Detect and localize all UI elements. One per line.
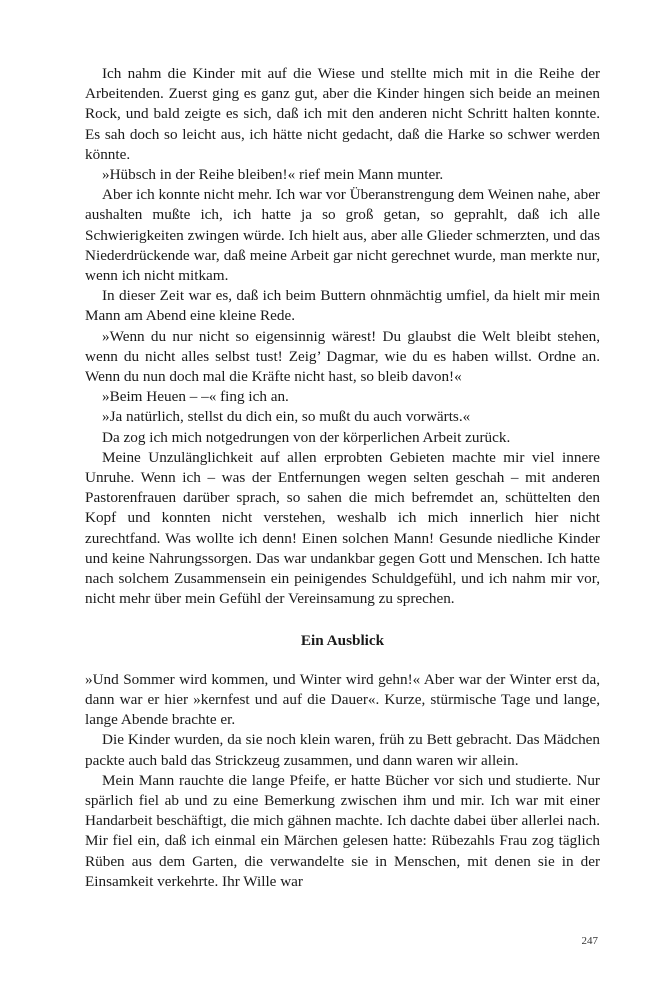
- page-number: 247: [581, 935, 598, 947]
- paragraph-9: Meine Unzulänglichkeit auf allen erprobten Gebieten machte mir viel innere Unruhe. Wenn ich – was der Entfernungen wegen selten geschah – mit anderen Pastorenfrauen darüber sprach, so sahen die mich befremdet an, schüttelten den Kopf und konnten nicht verstehen, weshalb ich mich innerlich hier nicht zurechtfand. Was wollte ich denn! Einen solchen Mann! Gesunde niedliche Kinder und keine Nahrungssorgen. Das war undankbar gegen Gott und Menschen. Ich hatte nach solchem Zusammensein ein peinigendes Schuldgefühl, und ich nahm mir vor, nicht mehr über mein Gefühl der Vereinsamung zu sprechen.: [85, 448, 600, 608]
- paragraph-5: »Wenn du nur nicht so eigensinnig wärest! Du glaubst die Welt bleibt stehen, wenn du nicht alles selbst tust! Zeig’ Dagmar, wie du es haben willst. Ordne an. Wenn du nun doch mal die Kräfte nicht hast, so bleib davon!«: [85, 327, 600, 386]
- paragraph-11: Die Kinder wurden, da sie noch klein waren, früh zu Bett gebracht. Das Mädchen packte auch bald das Strickzeug zusammen, und dann waren wir allein.: [85, 731, 600, 769]
- paragraph-1: Ich nahm die Kinder mit auf die Wiese und stellte mich mit in die Reihe der Arbeitenden. Zuerst ging es ganz gut, aber die Kinder hingen sich beide an meinen Rock, und bald zeigte es sich, daß ich mit den anderen nicht Schritt halten konnte. Es sah doch so leicht aus, ich hätte nicht gedacht, daß die Harke so schwer werden könnte.: [85, 65, 600, 163]
- section-heading: Ein Ausblick: [300, 632, 385, 650]
- paragraph-4: In dieser Zeit war es, daß ich beim Buttern ohnmächtig umfiel, da hielt mir mein Mann am Abend eine kleine Rede.: [85, 287, 600, 325]
- paragraph-6: »Beim Heuen – –« fing ich an.: [102, 388, 289, 406]
- paragraph-8: Da zog ich mich notgedrungen von der körperlichen Arbeit zurück.: [102, 428, 511, 446]
- book-page: [85, 64, 600, 892]
- paragraph-7: »Ja natürlich, stellst du dich ein, so mußt du auch vorwärts.«: [102, 408, 471, 426]
- paragraph-10: »Und Sommer wird kommen, und Winter wird gehn!« Aber war der Winter erst da, dann war er hier »kernfest und auf die Dauer«. Kurze, stürmische Tage und lange, lange Abende brachte er.: [85, 670, 600, 729]
- paragraph-2: »Hübsch in der Reihe bleiben!« rief mein Mann munter.: [102, 166, 444, 184]
- paragraph-12: Mein Mann rauchte die lange Pfeife, er hatte Bücher vor sich und studierte. Nur spärlich fiel ab und zu eine Bemerkung zwischen ihm und mir. Ich war mit einer Handarbeit beschäftigt, die mich gähnen machte. Ich dachte dabei über allerlei nach. Mir fiel ein, daß ich einmal ein Märchen gelesen hatte: Rübezahls Frau zog täglich Rüben aus dem Garten, die verwandelte sie in Menschen, mit denen sie in der Einsamkeit verkehrte. Ihr Wille war: [85, 771, 600, 890]
- paragraph-3: Aber ich konnte nicht mehr. Ich war vor Überanstrengung dem Weinen nahe, aber aushalten mußte ich, ich hatte ja so groß getan, so geprahlt, daß ich alle Schwierigkeiten zwingen würde. Ich hielt aus, aber alle Glieder schmerzten, und das Niederdrückende war, daß meine Arbeit gar nicht gerechnet wurde, man merkte nur, wenn ich nicht mitkam.: [85, 186, 600, 285]
